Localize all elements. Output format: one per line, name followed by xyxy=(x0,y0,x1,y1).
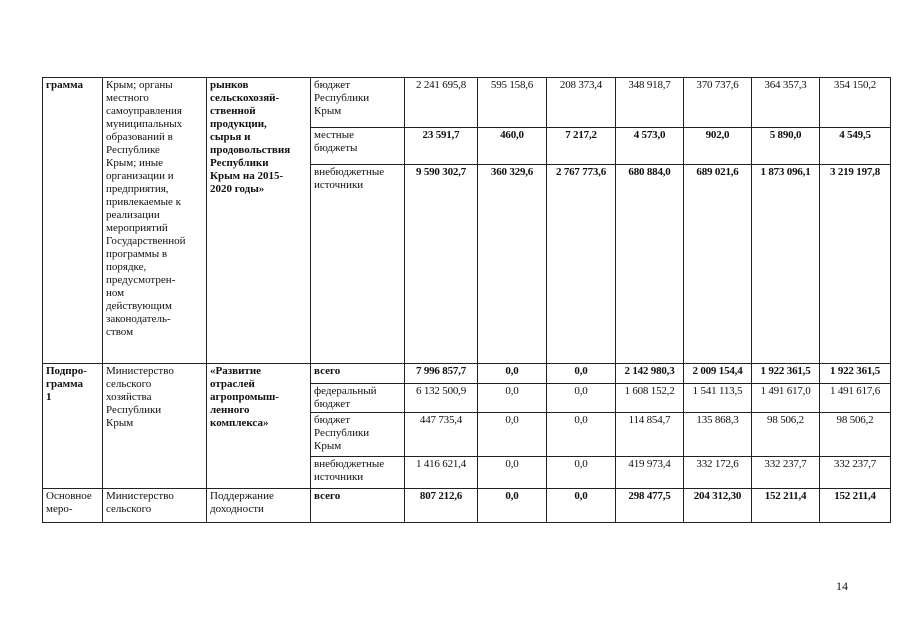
funding-source-cell xyxy=(311,364,405,384)
value-cell: 1 922 361,5 xyxy=(752,364,820,384)
cell-text-line: сельскохозяй- xyxy=(210,92,280,104)
program-name-cell xyxy=(207,364,311,489)
cell-text-line: мероприятий xyxy=(106,222,168,234)
value-cell: 332 172,6 xyxy=(684,457,752,489)
value-cell: 0,0 xyxy=(478,413,547,457)
cell-text-line: продовольствия xyxy=(210,144,291,156)
cell-text-line: Республики xyxy=(314,92,370,104)
cell-text-line: рынков xyxy=(210,79,249,91)
cell-text-line: предусмотрен- xyxy=(106,274,176,286)
cell-text-line: хозяйства xyxy=(106,391,152,403)
value-cell: 5 890,0 xyxy=(752,128,820,165)
value-cell: 135 868,3 xyxy=(684,413,752,457)
cell-text-line: действующим xyxy=(106,300,172,312)
executor-cell xyxy=(103,78,207,364)
cell-text-line: продукции, xyxy=(210,118,267,130)
value-cell: 298 477,5 xyxy=(616,489,684,523)
value-cell: 0,0 xyxy=(547,413,616,457)
cell-text-line: комплекса» xyxy=(210,417,269,429)
cell-text-line: Крым; органы xyxy=(106,79,173,91)
cell-text-line: реализации xyxy=(106,209,160,221)
value-cell: 689 021,6 xyxy=(684,165,752,364)
value-cell: 114 854,7 xyxy=(616,413,684,457)
value-cell: 595 158,6 xyxy=(478,78,547,128)
status-cell xyxy=(43,364,103,489)
value-cell: 332 237,7 xyxy=(820,457,891,489)
cell-text-line: ственной xyxy=(210,105,256,117)
value-cell: 680 884,0 xyxy=(616,165,684,364)
cell-text-line: сельского xyxy=(106,378,152,390)
cell-text-line: Министерство xyxy=(106,365,174,377)
program-name-cell xyxy=(207,489,311,523)
cell-text-line: Крым на 2015- xyxy=(210,170,284,182)
cell-text-line: источники xyxy=(314,179,364,191)
value-cell: 4 573,0 xyxy=(616,128,684,165)
cell-text-line: внебюджетные xyxy=(314,166,385,178)
value-cell: 98 506,2 xyxy=(752,413,820,457)
cell-text-line: местные xyxy=(314,129,354,141)
value-cell: 0,0 xyxy=(547,384,616,413)
value-cell: 2 142 980,3 xyxy=(616,364,684,384)
cell-text-line: ном xyxy=(106,287,125,299)
funding-source-cell xyxy=(311,457,405,489)
cell-text-line: бюджет xyxy=(314,79,350,91)
value-cell: 1 541 113,5 xyxy=(684,384,752,413)
cell-text-line: Крым xyxy=(314,440,342,452)
cell-text-line: Крым xyxy=(314,105,342,117)
status-cell xyxy=(43,78,103,364)
funding-source-cell xyxy=(311,128,405,165)
value-cell: 354 150,2 xyxy=(820,78,891,128)
cell-text-line: сельского xyxy=(106,503,152,515)
cell-text-line: бюджет xyxy=(314,414,350,426)
cell-text-line: Республики xyxy=(106,404,162,416)
value-cell: 348 918,7 xyxy=(616,78,684,128)
value-cell: 23 591,7 xyxy=(405,128,478,165)
value-cell: 360 329,6 xyxy=(478,165,547,364)
value-cell: 1 608 152,2 xyxy=(616,384,684,413)
value-cell: 9 590 302,7 xyxy=(405,165,478,364)
cell-text-line: бюджет xyxy=(314,398,350,410)
value-cell: 0,0 xyxy=(547,489,616,523)
cell-text-line: Поддержание xyxy=(210,490,274,502)
cell-text-line: «Развитие xyxy=(210,365,262,377)
value-cell: 1 491 617,0 xyxy=(752,384,820,413)
cell-text-line: Республики xyxy=(314,427,370,439)
table-row xyxy=(43,489,891,523)
table-row xyxy=(43,364,891,384)
cell-text-line: муниципальных xyxy=(106,118,183,130)
funding-source-cell xyxy=(311,384,405,413)
value-cell: 0,0 xyxy=(547,457,616,489)
cell-text-line: грамма xyxy=(46,79,84,91)
funding-source-cell xyxy=(311,413,405,457)
cell-text-line: меро- xyxy=(46,503,73,515)
funding-source-cell xyxy=(311,489,405,523)
cell-text-line: ленного xyxy=(210,404,250,416)
status-cell xyxy=(43,489,103,523)
value-cell: 4 549,5 xyxy=(820,128,891,165)
cell-text-line: законодатель- xyxy=(106,313,171,325)
cell-text-line: Министерство xyxy=(106,490,174,502)
value-cell: 370 737,6 xyxy=(684,78,752,128)
value-cell: 152 211,4 xyxy=(820,489,891,523)
value-cell: 0,0 xyxy=(478,384,547,413)
value-cell: 364 357,3 xyxy=(752,78,820,128)
value-cell: 807 212,6 xyxy=(405,489,478,523)
value-cell: 902,0 xyxy=(684,128,752,165)
cell-text-line: отраслей xyxy=(210,378,255,390)
cell-text-line: сырья и xyxy=(210,131,251,143)
value-cell: 0,0 xyxy=(547,364,616,384)
cell-text-line: 2020 годы» xyxy=(210,183,265,195)
cell-text-line: ством xyxy=(106,326,134,338)
budget-table xyxy=(42,77,891,523)
value-cell: 1 873 096,1 xyxy=(752,165,820,364)
value-cell: 3 219 197,8 xyxy=(820,165,891,364)
value-cell: 1 416 621,4 xyxy=(405,457,478,489)
value-cell: 2 009 154,4 xyxy=(684,364,752,384)
executor-cell xyxy=(103,364,207,489)
table-row xyxy=(43,78,891,128)
funding-source-cell xyxy=(311,78,405,128)
cell-text-line: доходности xyxy=(210,503,264,515)
cell-text-line: источники xyxy=(314,471,364,483)
cell-text-line: порядке, xyxy=(106,261,147,273)
value-cell: 0,0 xyxy=(478,364,547,384)
cell-text-line: образований в xyxy=(106,131,173,143)
cell-text-line: 1 xyxy=(46,391,52,403)
cell-text-line: местного xyxy=(106,92,149,104)
value-cell: 332 237,7 xyxy=(752,457,820,489)
value-cell: 2 767 773,6 xyxy=(547,165,616,364)
value-cell: 419 973,4 xyxy=(616,457,684,489)
cell-text-line: предприятия, xyxy=(106,183,169,195)
cell-text-line: грамма xyxy=(46,378,84,390)
program-name-cell xyxy=(207,78,311,364)
value-cell: 208 373,4 xyxy=(547,78,616,128)
cell-text-line: Подпро- xyxy=(46,365,87,377)
value-cell: 98 506,2 xyxy=(820,413,891,457)
cell-text-line: Крым; иные xyxy=(106,157,164,169)
page-number: 14 xyxy=(836,579,848,593)
value-cell: 6 132 500,9 xyxy=(405,384,478,413)
executor-cell xyxy=(103,489,207,523)
cell-text-line: Республики xyxy=(210,157,269,169)
cell-text-line: привлекаемые к xyxy=(106,196,181,208)
value-cell: 7 217,2 xyxy=(547,128,616,165)
cell-text-line: самоуправления xyxy=(106,105,182,117)
cell-text-line: всего xyxy=(314,365,341,377)
value-cell: 0,0 xyxy=(478,489,547,523)
cell-text-line: программы в xyxy=(106,248,168,260)
value-cell: 1 491 617,6 xyxy=(820,384,891,413)
cell-text-line: Государственной xyxy=(106,235,186,247)
cell-text-line: федеральный xyxy=(314,385,377,397)
cell-text-line: всего xyxy=(314,490,341,502)
cell-text-line: Крым xyxy=(106,417,134,429)
value-cell: 0,0 xyxy=(478,457,547,489)
funding-source-cell xyxy=(311,165,405,364)
value-cell: 1 922 361,5 xyxy=(820,364,891,384)
value-cell: 2 241 695,8 xyxy=(405,78,478,128)
cell-text-line: Республике xyxy=(106,144,160,156)
value-cell: 447 735,4 xyxy=(405,413,478,457)
value-cell: 152 211,4 xyxy=(752,489,820,523)
value-cell: 7 996 857,7 xyxy=(405,364,478,384)
cell-text-line: Основное xyxy=(46,490,92,502)
cell-text-line: бюджеты xyxy=(314,142,358,154)
cell-text-line: агропромыш- xyxy=(210,391,279,403)
value-cell: 204 312,30 xyxy=(684,489,752,523)
cell-text-line: внебюджетные xyxy=(314,458,385,470)
cell-text-line: организации и xyxy=(106,170,174,182)
value-cell: 460,0 xyxy=(478,128,547,165)
